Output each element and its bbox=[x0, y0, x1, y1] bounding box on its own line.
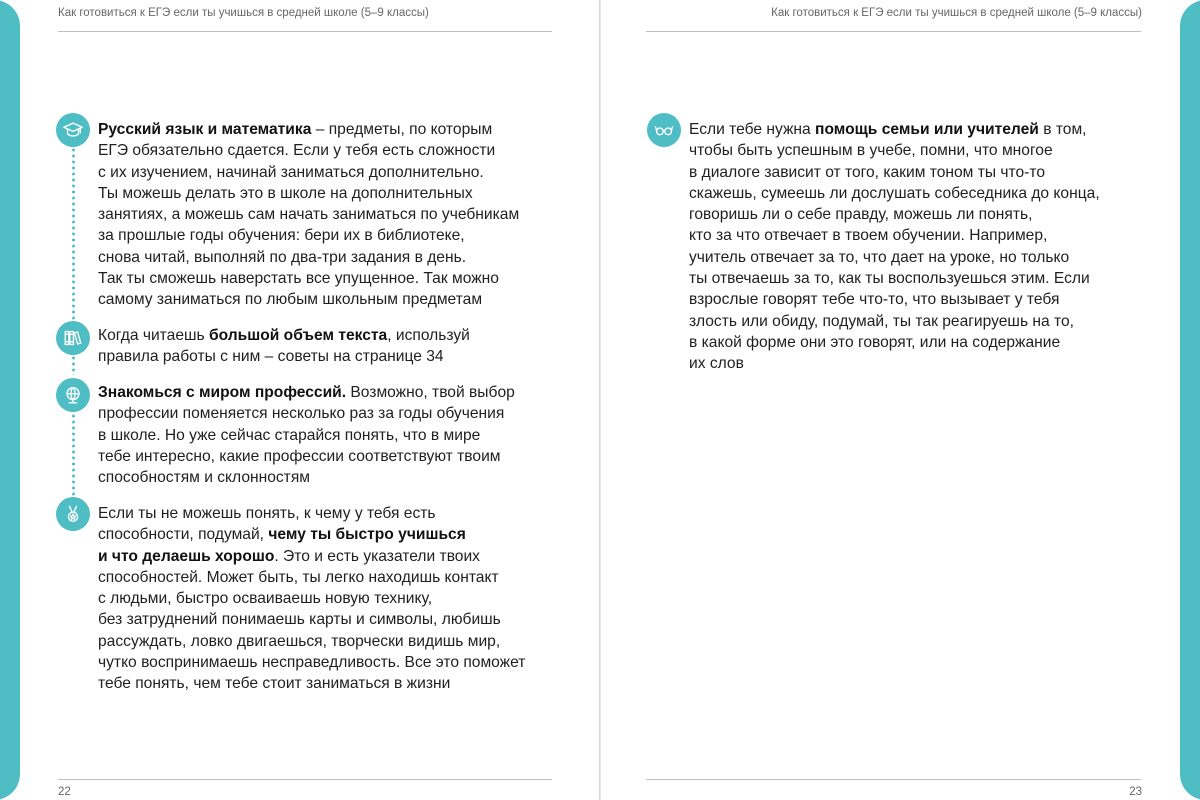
bold-phrase: большой объем текста bbox=[208, 327, 388, 344]
text-line: чтобы быть успешным в учебе, помни, что многое bbox=[689, 142, 1053, 160]
left-page-header: Как готовиться к ЕГЭ если ты учишься в средней школе (5–9 классы) bbox=[58, 7, 429, 19]
text-line: ЕГЭ обязательно сдается. Если у тебя есть сложности bbox=[98, 142, 496, 160]
text-line: учитель отвечает за то, что дает на уроке, но только bbox=[689, 248, 1070, 266]
text-span: Возможно, твой выбор bbox=[346, 384, 515, 401]
text-line: без затруднений понимаешь карты и символы, любишь bbox=[98, 611, 501, 629]
bold-phrase: и что делаешь хорошо bbox=[98, 547, 275, 565]
text-line: тебе интересно, какие профессии соответствуют твоим bbox=[98, 447, 501, 465]
text-line: чутко воспринимаешь несправедливость. Все это поможет bbox=[98, 654, 526, 672]
text-line: взрослые говорят тебе что-то, что вызывает у тебя bbox=[689, 291, 1060, 309]
text-line: Если ты не можешь понять, к чему у тебя есть bbox=[98, 505, 436, 522]
text-line bbox=[689, 119, 1100, 140]
paragraph-professions bbox=[98, 382, 515, 488]
bold-phrase: Знакомься с миром профессий. bbox=[98, 384, 347, 401]
text-span: , используй bbox=[387, 327, 470, 344]
left-page-number: 22 bbox=[58, 786, 71, 798]
text-line: Так ты сможешь наверстать все упущенное. Так можно bbox=[98, 270, 499, 288]
text-line: занятиях, а можешь сам начать заниматься по учебникам bbox=[98, 206, 520, 224]
dotted-connector bbox=[72, 413, 75, 497]
text-span: Когда читаешь bbox=[98, 327, 209, 344]
text-line: скажешь, сумеешь ли дослушать собеседника до конца, bbox=[689, 184, 1100, 202]
text-line: способностям и склонностям bbox=[98, 469, 310, 487]
text-line: в школе. Но уже сейчас старайся понять, что в мире bbox=[98, 426, 481, 444]
text-line bbox=[98, 546, 525, 567]
medal-icon bbox=[56, 497, 90, 531]
text-span: в том, bbox=[1038, 121, 1087, 138]
text-line bbox=[98, 325, 470, 346]
paragraph-russian-math bbox=[98, 119, 519, 311]
text-line: способностей. Может быть, ты легко находишь контакт bbox=[98, 568, 499, 586]
paragraph-large-text bbox=[98, 325, 470, 368]
text-line bbox=[98, 119, 519, 140]
bold-phrase: помощь семьи или учителей bbox=[815, 121, 1039, 138]
bold-phrase: Русский язык и математика bbox=[98, 121, 312, 138]
left-footer-rule bbox=[58, 779, 552, 780]
text-span: – предметы, по которым bbox=[311, 121, 493, 138]
right-page-header: Как готовиться к ЕГЭ если ты учишься в средней школе (5–9 классы) bbox=[771, 7, 1142, 19]
text-line: за прошлые годы обучения: бери их в библиотеке, bbox=[98, 227, 465, 245]
text-line bbox=[98, 524, 525, 545]
text-line: снова читай, выполняй по два-три задания в день. bbox=[98, 248, 467, 266]
right-page-number: 23 bbox=[1129, 786, 1142, 798]
book-spine bbox=[599, 0, 601, 800]
books-icon bbox=[56, 321, 90, 355]
bold-phrase: чему ты быстро учишься bbox=[268, 526, 466, 544]
text-line: кто за что отвечает в твоем обучении. Например, bbox=[689, 227, 1048, 245]
text-span: Если тебе нужна bbox=[689, 121, 816, 138]
text-line: злость или обиду, подумай, ты так реагируешь на то, bbox=[689, 312, 1074, 330]
text-line: профессии поменяется несколько раз за годы обучения bbox=[98, 405, 505, 423]
text-line: самому заниматься по любым школьным предметам bbox=[98, 291, 483, 309]
right-footer-rule bbox=[646, 779, 1141, 780]
text-line: тебе понять, чем тебе стоит заниматься в жизни bbox=[98, 675, 451, 693]
text-line: говоришь ли о себе правду, можешь ли понять, bbox=[689, 206, 1033, 224]
left-edge-tab bbox=[0, 0, 20, 800]
right-header-rule bbox=[646, 31, 1141, 32]
text-line: правила работы с ним – советы на странице 34 bbox=[98, 348, 444, 366]
text-line: с людьми, быстро осваиваешь новую технику, bbox=[98, 590, 433, 608]
dotted-connector bbox=[72, 147, 75, 321]
text-span: способности, подумай, bbox=[98, 526, 269, 544]
dotted-connector bbox=[72, 355, 75, 375]
text-line: ты отвечаешь за то, как ты воспользуешься этим. Если bbox=[689, 270, 1090, 288]
text-line: их слов bbox=[689, 355, 744, 373]
text-span: . Это и есть указатели твоих bbox=[274, 547, 480, 565]
text-line: с их изучением, начинай заниматься дополнительно. bbox=[98, 163, 484, 181]
globe-icon bbox=[56, 378, 90, 412]
text-line: Ты можешь делать это в школе на дополнительных bbox=[98, 184, 473, 202]
text-line: в какой форме они это говорят, или на содержание bbox=[689, 333, 1061, 351]
text-line: рассуждать, ловко двигаешься, творчески видишь мир, bbox=[98, 632, 501, 650]
text-line bbox=[98, 382, 515, 403]
left-header-rule bbox=[58, 31, 552, 32]
right-edge-tab bbox=[1180, 0, 1200, 800]
graduation-cap-icon bbox=[56, 113, 90, 147]
text-line: в диалоге зависит от того, каким тоном ты что-то bbox=[689, 163, 1045, 181]
paragraph-family-help bbox=[689, 119, 1100, 375]
glasses-icon bbox=[647, 113, 681, 147]
paragraph-abilities bbox=[98, 503, 525, 695]
